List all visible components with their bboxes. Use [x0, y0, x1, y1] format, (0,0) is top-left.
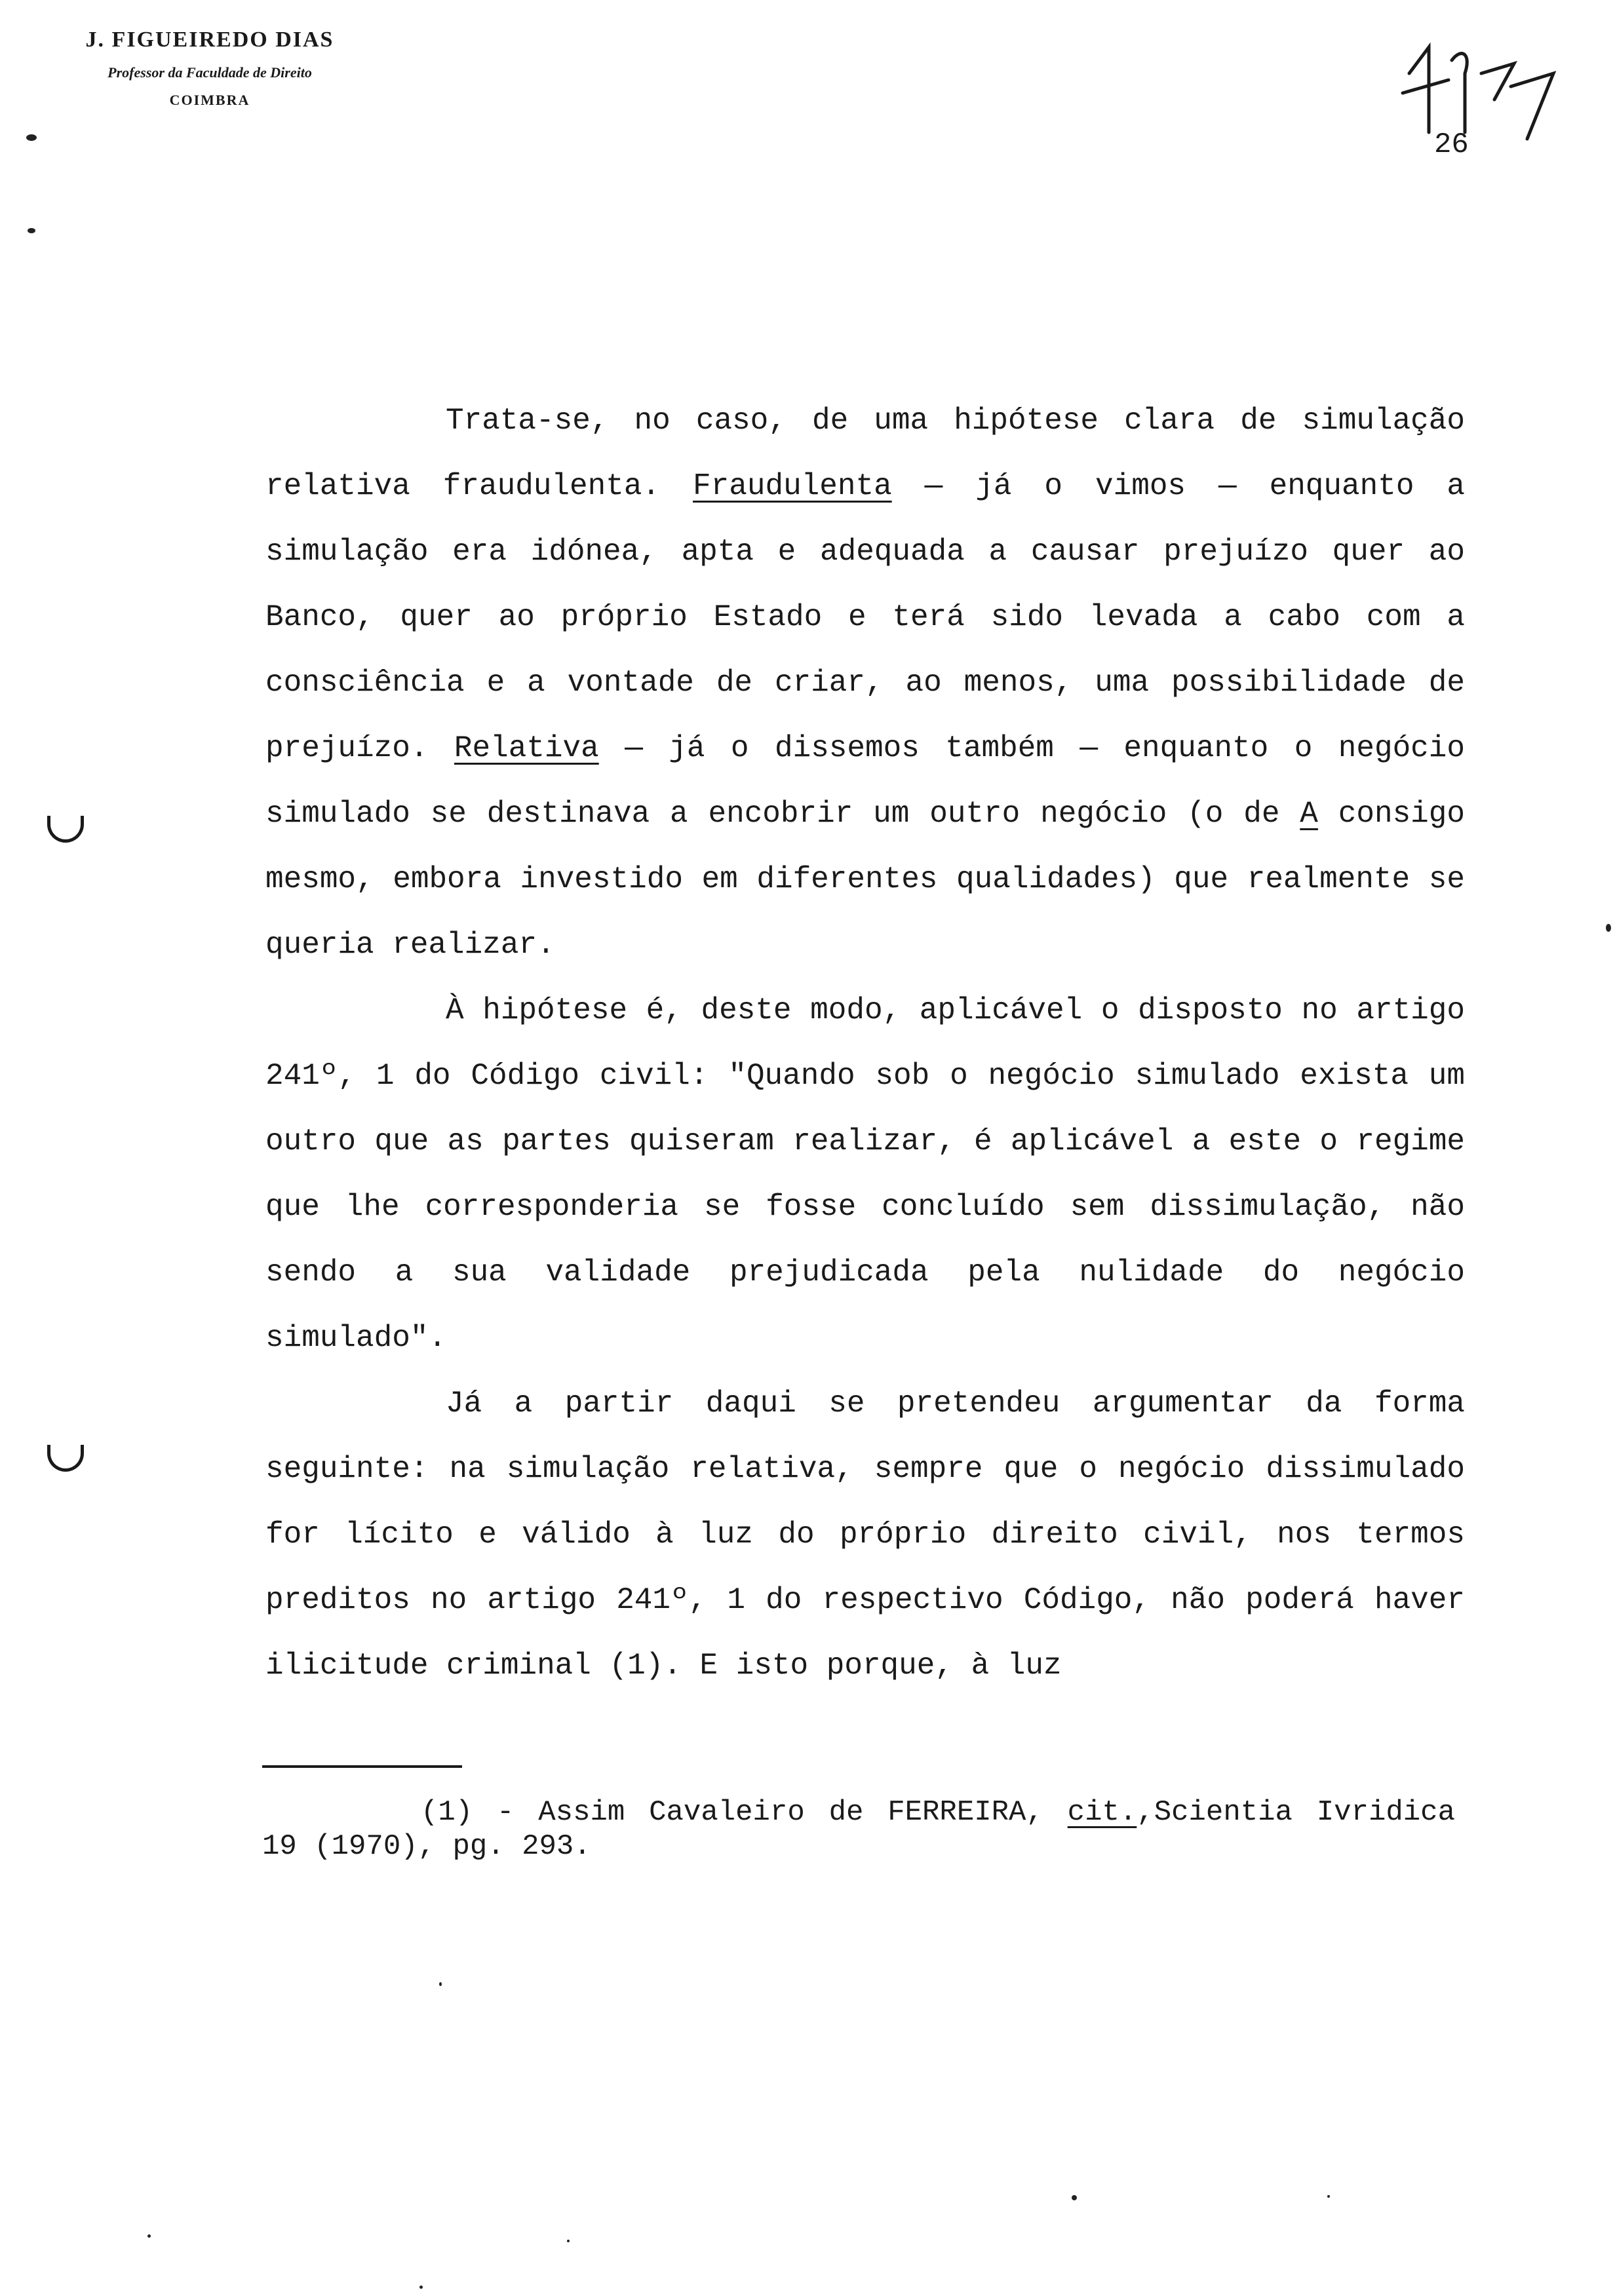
handwritten-folio-mark: [1396, 34, 1560, 145]
footnote-cit: cit.: [1067, 1796, 1137, 1829]
letterhead: [0, 20, 419, 109]
scan-speck: [28, 228, 35, 233]
paragraph-3: Já a partir daqui se pretendeu argumentar da forma seguinte: na simulação relativa, sempre que o negócio dissimulado for lícito e válido à luz do próprio direito civil, nos termos preditos no artigo 241º, 1 do respectivo Código, não poderá haver ilicitude criminal (1). E isto porque, à luz: [265, 1387, 1465, 1683]
scan-speck: [26, 134, 37, 141]
page-number: 26: [1434, 128, 1469, 161]
scan-speck: [147, 2234, 151, 2238]
scan-speck: [1072, 2195, 1077, 2200]
scan-speck: [567, 2240, 570, 2242]
paragraph-2: À hipótese é, deste modo, aplicável o disposto no artigo 241º, 1 do Código civil: "Quando sob o negócio simulado exista um outro que as partes quiseram realizar, é aplicável a este o regime que lhe corresponderia se fosse concluído sem dissimulação, não sendo a sua validade prejudicada pela nulidade do negócio simulado".: [265, 993, 1465, 1355]
letterhead-name: J. FIGUEIREDO DIAS: [85, 28, 334, 52]
binder-hole-mark: [47, 816, 84, 843]
scan-speck: [1327, 2195, 1330, 2198]
scan-speck: [419, 2286, 423, 2289]
footnote: [262, 1795, 1455, 1864]
underlined-a: A: [1300, 797, 1318, 831]
scan-speck: [439, 1982, 442, 1986]
letterhead-title: Professor da Faculdade de Direito: [107, 64, 312, 81]
footnote-rest: ,Scientia Ivridica 19 (1970), pg. 293.: [262, 1796, 1455, 1863]
underlined-relativa: Relativa: [454, 731, 599, 765]
letterhead-city: COIMBRA: [169, 92, 250, 108]
paragraph-1: Trata-se, no caso, de uma hipótese clara de simulação relativa fraudulenta. Fraudulenta — já o vimos — enquanto a simulação era idónea, apta e adequada a causar prejuízo quer ao Banco, quer ao próprio Estado e terá sido levada a cabo com a consciência e a vontade de criar, ao menos, uma possibilidade de prejuízo. Relativa — já o dissemos também — enquanto o negócio simulado se destinava a encobrir um outro negócio (o de A consigo mesmo, embora investido em diferentes qualidades) que realmente se queria realizar.: [265, 404, 1465, 962]
underlined-fraudulenta: Fraudulenta: [693, 469, 892, 503]
scan-speck: [1606, 924, 1611, 932]
footnote-marker: (1) - Assim Cavaleiro de FERREIRA,: [421, 1796, 1068, 1829]
document-body: [265, 388, 1465, 1698]
footnote-separator: [262, 1765, 462, 1768]
binder-hole-mark: [47, 1445, 84, 1472]
